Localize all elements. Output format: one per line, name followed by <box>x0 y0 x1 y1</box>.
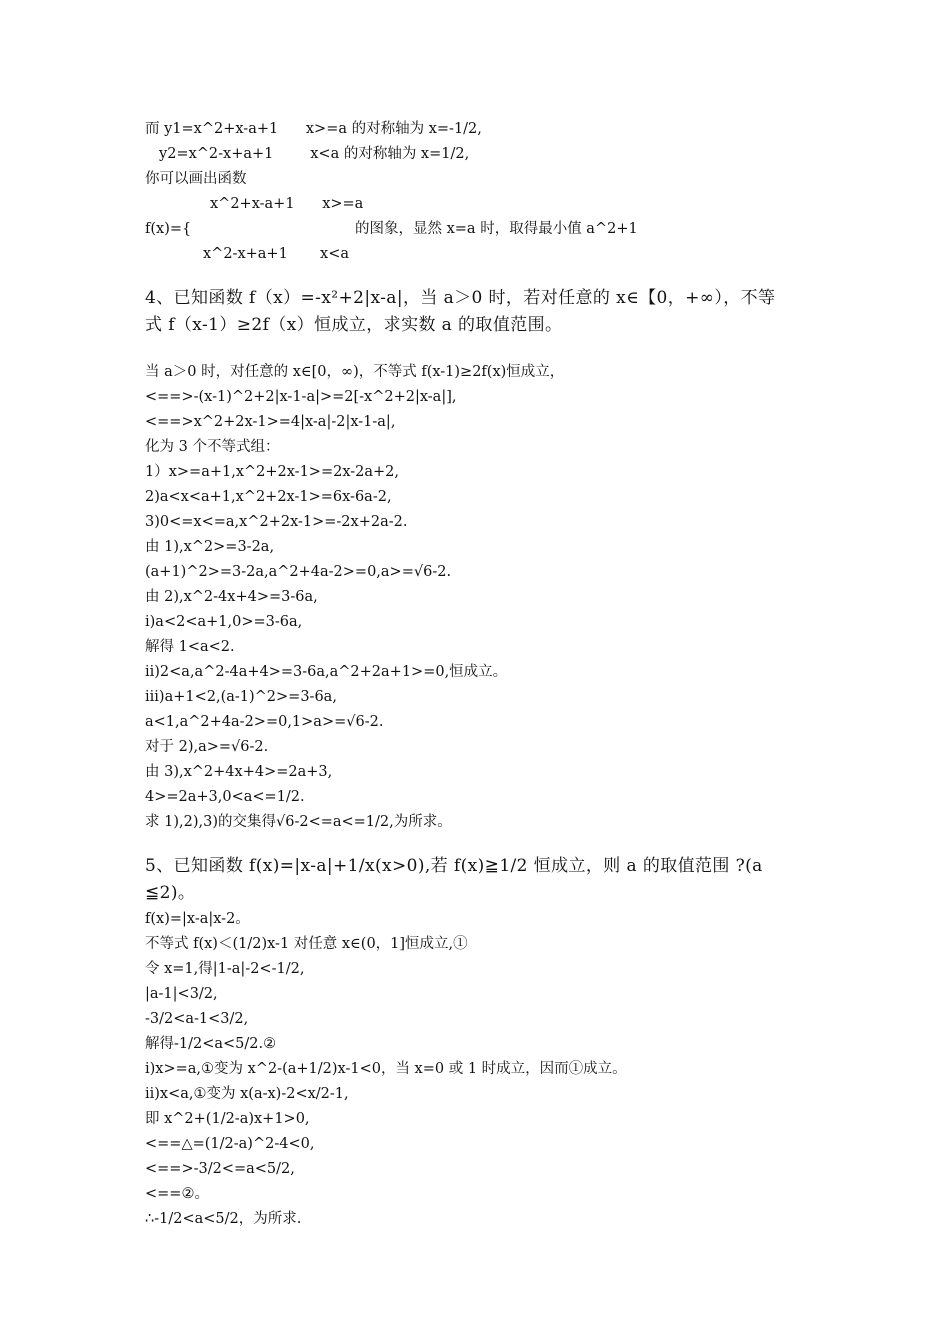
solution-line: 解得-1/2<a<5/2.② <box>145 1036 277 1052</box>
text-line: y2=x^2-x+a+1 x<a 的对称轴为 x=1/2, <box>159 146 470 162</box>
solution-line: 2)a<x<a+1,x^2+2x-1>=6x-6a-2, <box>145 489 392 505</box>
solution-line: |a-1|<3/2, <box>145 986 218 1002</box>
problem-4-title: 式 f（x-1）≥2f（x）恒成立，求实数 a 的取值范围。 <box>145 315 563 335</box>
solution-line: 即 x^2+(1/2-a)x+1>0, <box>145 1111 310 1127</box>
solution-line: a<1,a^2+4a-2>=0,1>a>=√6-2. <box>145 714 384 730</box>
solution-line: 由 1),x^2>=3-2a, <box>145 539 275 555</box>
solution-line: <==>-3/2<=a<5/2, <box>145 1161 295 1177</box>
solution-line: f(x)=|x-a|x-2。 <box>145 911 250 927</box>
solution-line: 令 x=1,得|1-a|-2<-1/2, <box>145 961 305 977</box>
solution-line: 4>=2a+3,0<a<=1/2. <box>145 789 305 805</box>
solution-line: ii)2<a,a^2-4a+4>=3-6a,a^2+2a+1>=0,恒成立。 <box>145 664 508 680</box>
solution-line: <==>-(x-1)^2+2|x-1-a|>=2[-x^2+2|x-a|], <box>145 389 457 405</box>
solution-line: <==△=(1/2-a)^2-4<0, <box>145 1136 315 1152</box>
solution-line: <==②。 <box>145 1186 209 1202</box>
solution-line: 3)0<=x<=a,x^2+2x-1>=-2x+2a-2. <box>145 514 408 530</box>
problem-4-title: 4、已知函数 f（x）=-x²+2|x-a|，当 a＞0 时，若对任意的 x∈【0，+∞），不等 <box>145 288 776 308</box>
solution-line: 不等式 f(x)＜(1/2)x-1 对任意 x∈(0，1]恒成立,① <box>145 936 468 952</box>
solution-line: 由 2),x^2-4x+4>=3-6a, <box>145 589 318 605</box>
solution-line: -3/2<a-1<3/2, <box>145 1011 249 1027</box>
solution-line: 解得 1<a<2. <box>145 639 235 655</box>
piecewise-top: x^2+x-a+1 x>=a <box>210 196 364 212</box>
solution-line: 当 a＞0 时，对任意的 x∈[0，∞)，不等式 f(x-1)≥2f(x)恒成立， <box>145 364 565 380</box>
solution-line: ∴-1/2<a<5/2，为所求. <box>145 1211 302 1227</box>
solution-line: <==>x^2+2x-1>=4|x-a|-2|x-1-a|, <box>145 414 396 430</box>
text-line: 你可以画出函数 <box>145 171 247 187</box>
solution-line: 1）x>=a+1,x^2+2x-1>=2x-2a+2, <box>145 464 400 480</box>
solution-line: 由 3),x^2+4x+4>=2a+3, <box>145 764 333 780</box>
solution-line: 对于 2),a>=√6-2. <box>145 739 269 755</box>
piecewise-bottom: x^2-x+a+1 x<a <box>203 246 350 262</box>
problem-5-title: ≦2)。 <box>145 883 196 903</box>
problem-5-title: 5、已知函数 f(x)=|x-a|+1/x(x>0),若 f(x)≧1/2 恒成立，则 a 的取值范围 ?(a <box>145 856 763 876</box>
solution-line: ii)x<a,①变为 x(a-x)-2<x/2-1, <box>145 1086 349 1102</box>
piecewise-tail: 的图象，显然 x=a 时，取得最小值 a^2+1 <box>355 221 638 237</box>
solution-line: i)x>=a,①变为 x^2-(a+1/2)x-1<0，当 x=0 或 1 时成立，因而①成立。 <box>145 1061 627 1077</box>
piecewise-label: f(x)={ <box>145 221 192 237</box>
solution-line: i)a<2<a+1,0>=3-6a, <box>145 614 303 630</box>
text-line: 而 y1=x^2+x-a+1 x>=a 的对称轴为 x=-1/2, <box>145 121 482 137</box>
solution-line: (a+1)^2>=3-2a,a^2+4a-2>=0,a>=√6-2. <box>145 564 452 580</box>
solution-line: 求 1),2),3)的交集得√6-2<=a<=1/2,为所求。 <box>145 814 452 830</box>
solution-line: 化为 3 个不等式组： <box>145 439 280 455</box>
solution-line: iii)a+1<2,(a-1)^2>=3-6a, <box>145 689 337 705</box>
